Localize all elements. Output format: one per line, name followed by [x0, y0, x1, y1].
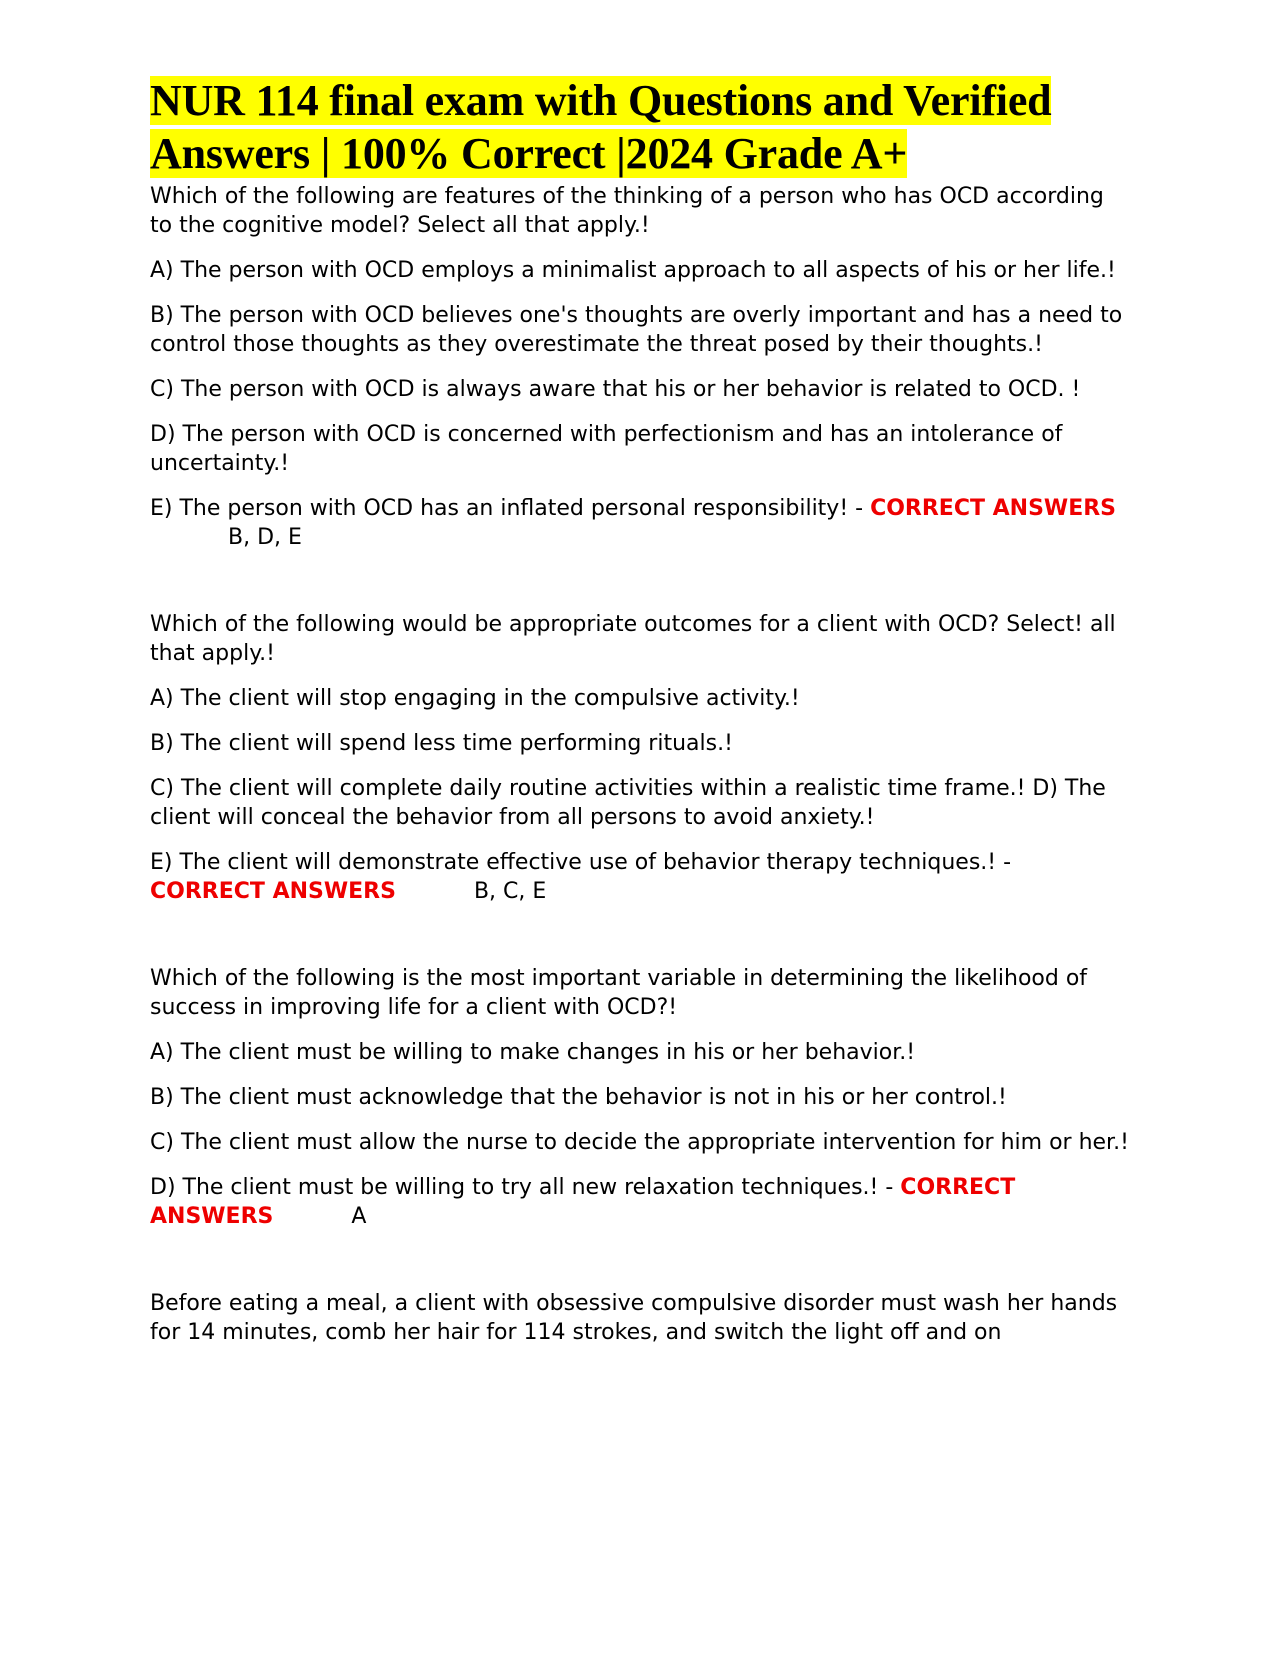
correct-answers-value: B, D, E	[228, 525, 302, 550]
question-spacer	[150, 1247, 1130, 1289]
answer-option-d: D) The person with OCD is concerned with perfectionism and has an intolerance of uncertainty.!	[150, 422, 1063, 476]
answer-option-c-d: C) The client will complete daily routine activities within a realistic time frame.! D) The client will conceal the behavior from all persons to avoid anxiety.!	[150, 776, 1106, 830]
correct-answers-label: CORRECT ANSWERS	[870, 496, 1117, 521]
answer-option-e-text: E) The client will demonstrate effective use of behavior therapy techniques.! -	[150, 850, 1012, 875]
answer-option-a: A) The client must be willing to make changes in his or her behavior.!	[150, 1040, 916, 1065]
answer-option-b: B) The person with OCD believes one's thoughts are overly important and has a need to control those thoughts as they overestimate the threat posed by their thoughts.!	[150, 303, 1123, 357]
answer-option-d	[150, 1173, 1130, 1231]
answer-option-c: C) The person with OCD is always aware that his or her behavior is related to OCD. !	[150, 377, 1081, 402]
question-prompt: Which of the following is the most important variable in determining the likelihood of success in improving life for a client with OCD?!	[150, 966, 1088, 1020]
correct-answers-label: CORRECT ANSWERS	[150, 1175, 1016, 1229]
question-spacer	[150, 922, 1130, 964]
question-prompt: Which of the following are features of the thinking of a person who has OCD according to the cognitive model? Select all that apply.!	[150, 184, 1104, 238]
question-prompt: Which of the following would be appropriate outcomes for a client with OCD? Select! all that apply.!	[150, 612, 1116, 666]
question-prompt: Before eating a meal, a client with obsessive compulsive disorder must wash her hands for 14 minutes, comb her hair for 114 strokes, and switch the light off and on	[150, 1291, 1118, 1345]
correct-answers-label: CORRECT ANSWERS	[150, 879, 396, 904]
answer-option-c: C) The client must allow the nurse to decide the appropriate intervention for him or her.!	[150, 1130, 1129, 1155]
answer-option-a: A) The person with OCD employs a minimalist approach to all aspects of his or her life.!	[150, 258, 1116, 283]
title-highlight: NUR 114 final exam with Questions and Verified Answers | 100% Correct |2024 Grade A+	[150, 76, 1052, 178]
question-block-4	[150, 1289, 1130, 1347]
correct-answers-value: A	[351, 1204, 367, 1229]
correct-answers-value: B, C, E	[473, 879, 547, 904]
answer-option-b: B) The client will spend less time performing rituals.!	[150, 731, 733, 756]
question-block-1	[150, 182, 1130, 552]
document-page	[150, 74, 1130, 1363]
question-spacer	[150, 568, 1130, 610]
answer-option-a: A) The client will stop engaging in the compulsive activity.!	[150, 686, 800, 711]
document-title	[150, 74, 1130, 180]
answer-option-e-text: E) The person with OCD has an inflated personal responsibility! -	[150, 496, 871, 521]
answer-option-d-text: D) The client must be willing to try all new relaxation techniques.! -	[150, 1175, 901, 1200]
answer-option-e	[150, 494, 1130, 552]
question-block-2	[150, 610, 1130, 906]
answer-option-b: B) The client must acknowledge that the behavior is not in his or her control.!	[150, 1085, 1007, 1110]
question-block-3	[150, 964, 1130, 1231]
answer-option-e	[150, 848, 1130, 906]
